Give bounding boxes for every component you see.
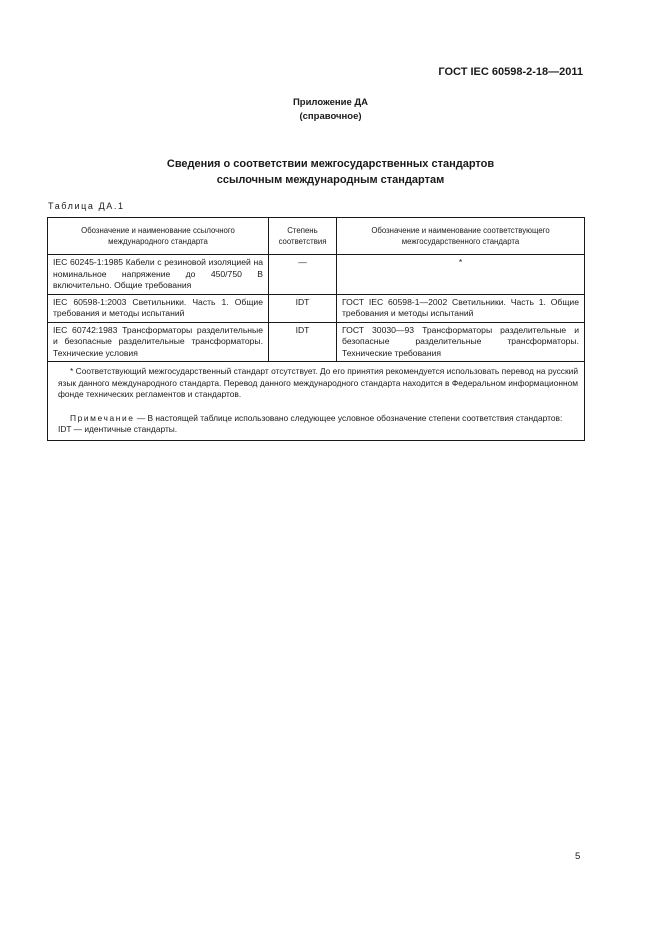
annex-subtitle: (справочное) xyxy=(299,111,362,122)
header-degree: Степень соответствия xyxy=(269,218,337,255)
table-footnote: * Соответствующий межгосударственный стандарт отсутствует. До его принятия рекомендуется использовать перевод на русский язык данного международного стандарта. Перевод данного международного стандарта находится в Федеральном информационном фонде технических регламентов и стандартов. xyxy=(58,366,578,399)
page-title-line1: Сведения о соответствии межгосударственных стандартов xyxy=(166,158,495,170)
page-number: 5 xyxy=(575,851,581,862)
note-item: IDT — идентичные стандарты. xyxy=(58,424,178,434)
correspondence-table xyxy=(47,217,585,441)
note-text: — В настоящей таблице использовано следующее условное обозначение степени соответствия стандартов: xyxy=(136,412,563,423)
table-notes-row xyxy=(48,362,585,441)
document-code: ГОСТ IEC 60598-2-18—2011 xyxy=(438,66,583,78)
header-international: Обозначение и наименование ссылочного международного стандарта xyxy=(48,218,269,255)
table-row xyxy=(48,322,585,362)
table-row xyxy=(48,255,585,295)
table-header-row xyxy=(48,218,585,255)
table-note xyxy=(58,413,578,425)
table-notes xyxy=(48,362,585,441)
cell-degree: IDT xyxy=(269,294,337,322)
cell-degree: — xyxy=(269,255,337,295)
cell-international: IEC 60245-1:1985 Кабели с резиновой изоляцией на номинальное напряжение до 450/750 В включительно. Общие требования xyxy=(48,255,269,295)
cell-interstate: ГОСТ 30030—93 Трансформаторы разделительные и безопасные разделительные трансформаторы. Технические требования xyxy=(337,322,585,362)
cell-international: IEC 60598-1:2003 Светильники. Часть 1. Общие требования и методы испытаний xyxy=(48,294,269,322)
table-row xyxy=(48,294,585,322)
cell-international: IEC 60742:1983 Трансформаторы разделительные и безопасные разделительные трансформаторы. Технические условия xyxy=(48,322,269,362)
cell-degree: IDT xyxy=(269,322,337,362)
annex-title: Приложение ДА xyxy=(292,97,369,108)
cell-interstate: * xyxy=(337,255,585,295)
annex-heading xyxy=(0,96,661,124)
cell-interstate: ГОСТ IEC 60598-1—2002 Светильники. Часть 1. Общие требования и методы испытаний xyxy=(337,294,585,322)
note-label: Примечание xyxy=(70,412,135,423)
header-interstate: Обозначение и наименование соответствующего межгосударственного стандарта xyxy=(337,218,585,255)
table-caption: Таблица ДА.1 xyxy=(48,201,125,211)
page-title xyxy=(0,156,661,188)
page-title-line2: ссылочным международным стандартам xyxy=(216,174,445,186)
